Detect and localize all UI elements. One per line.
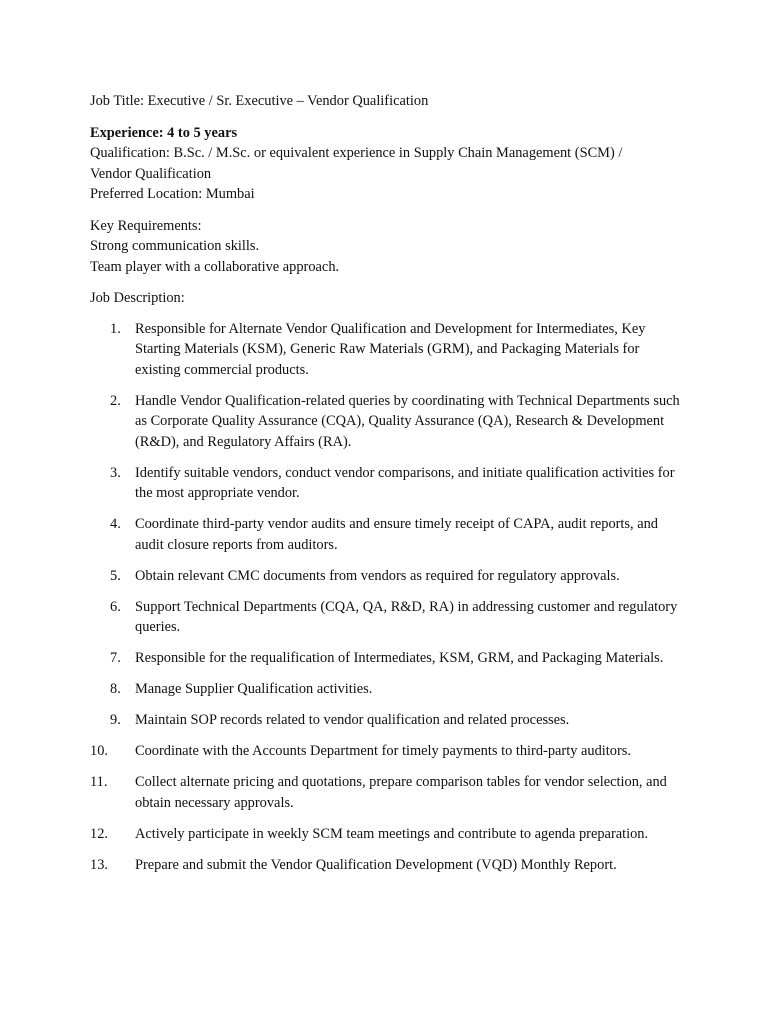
qualification-line-2: Vendor Qualification: [90, 165, 212, 182]
list-item: 3. Identify suitable vendors, conduct vendor comparisons, and initiate qualification activities for the most appropriate vendor.: [110, 464, 675, 501]
list-item: 2. Handle Vendor Qualification-related queries by coordinating with Technical Departments such as Corporate Quality Assurance (CQA), Quality Assurance (QA), Research & Development (R&D), and Regulatory Affairs (RA).: [110, 392, 680, 450]
list-item: 7. Responsible for the requalification of Intermediates, KSM, GRM, and Packaging Materials.: [110, 650, 664, 666]
list-item: 5. Obtain relevant CMC documents from vendors as required for regulatory approvals.: [110, 567, 620, 584]
list-item: 4. Coordinate third-party vendor audits and ensure timely receipt of CAPA, audit reports, and audit closure reports from auditors.: [110, 516, 659, 553]
list-item: 1. Responsible for Alternate Vendor Qualification and Development for Intermediates, Key Starting Materials (KSM), Generic Raw Materials (GRM), and Packaging Materials for existing commercial products.: [110, 320, 646, 378]
location-line: Preferred Location: Mumbai: [90, 186, 255, 202]
requirement-item: Strong communication skills.: [90, 238, 260, 254]
qualification-source: [0, 0, 1, 1]
qualification-line-1: Qualification: B.Sc. / M.Sc. or equivalent experience in Supply Chain Management (SCM) /: [90, 145, 623, 161]
experience-line: Experience: 4 to 5 years: [90, 124, 238, 141]
list-item: 11. Collect alternate pricing and quotations, prepare comparison tables for vendor selection, and obtain necessary approvals.: [90, 774, 667, 811]
list-item: 10. Coordinate with the Accounts Department for timely payments to third-party auditors.: [90, 743, 631, 759]
key-requirements: [90, 216, 690, 278]
job-description-heading: Job Description:: [90, 290, 185, 306]
list-item: 12. Actively participate in weekly SCM team meetings and contribute to agenda preparation.: [90, 825, 649, 842]
job-title: Job Title: Executive / Sr. Executive – Vendor Qualification: [90, 93, 429, 109]
document-page: [90, 91, 690, 886]
list-item: 8. Manage Supplier Qualification activities.: [110, 681, 373, 697]
job-summary: [90, 123, 690, 205]
list-item: 13. Prepare and submit the Vendor Qualification Development (VQD) Monthly Report.: [90, 856, 617, 873]
list-item: 6. Support Technical Departments (CQA, QA, R&D, RA) in addressing customer and regulatory queries.: [110, 598, 678, 635]
job-description-list: [90, 319, 690, 876]
requirement-item: Team player with a collaborative approach.: [90, 258, 340, 275]
list-item: 9. Maintain SOP records related to vendor qualification and related processes.: [110, 712, 570, 728]
key-requirements-heading: Key Requirements:: [90, 217, 202, 234]
